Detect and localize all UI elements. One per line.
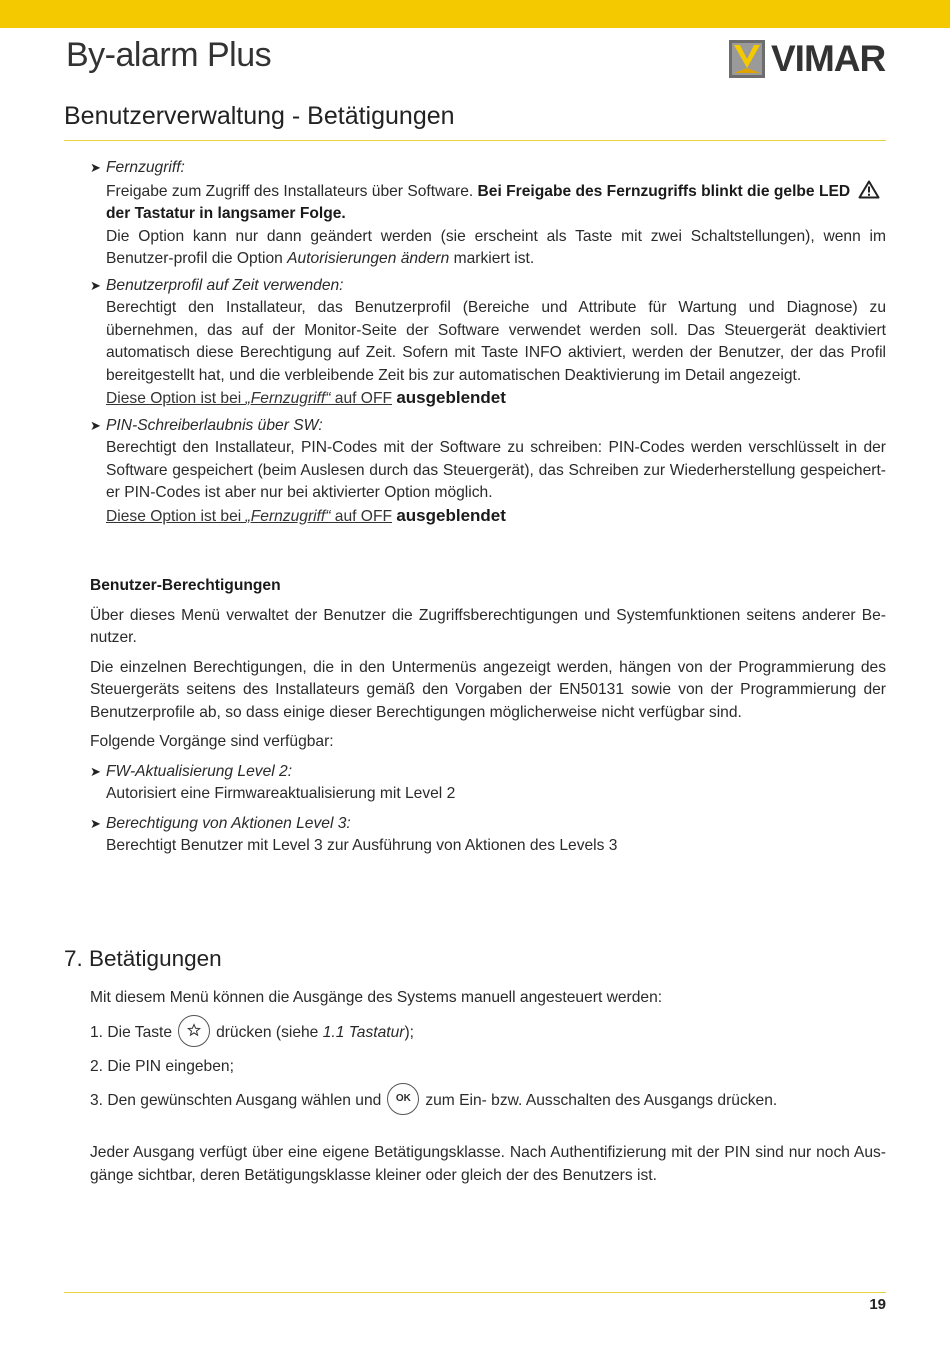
item-heading: Benutzerprofil auf Zeit verwenden:: [106, 276, 344, 294]
section-heading: 7. Betätigungen: [64, 946, 222, 971]
star-key-icon: [178, 1015, 210, 1047]
item-note: Diese Option ist bei „Fernzugriff“ auf OFF ausgeblendet: [106, 505, 506, 525]
step-1: 1. Die Taste drücken (siehe 1.1 Tastatur);: [90, 1017, 886, 1049]
header-divider: [64, 140, 886, 141]
paragraph: Mit diesem Menü können die Ausgänge des Systems manuell angesteuert werden:: [90, 989, 663, 1006]
chevron-right-icon: ➤: [90, 763, 101, 779]
list-item-pin-schreiberlaubnis: [90, 415, 886, 529]
product-title: By-alarm Plus: [66, 36, 272, 74]
list-item-benutzerprofil: [90, 275, 886, 411]
item-bold-line2: der Tastatur in langsamer Folge.: [106, 205, 346, 222]
item-heading: Fernzugriff:: [106, 159, 185, 176]
step-3: 3. Den gewünschten Ausgang wählen und OK zum Ein- bzw. Ausschalten des Ausgangs drücken.: [90, 1085, 886, 1117]
paragraph: Folgende Vorgänge sind verfügbar:: [90, 733, 334, 750]
step-2: 2. Die PIN eingeben;: [90, 1057, 234, 1075]
item-text: Autorisiert eine Firmwareaktualisierung mit Level 2: [106, 785, 456, 802]
top-accent-bar: [0, 0, 950, 28]
item-bold-text: Bei Freigabe des Fernzugriffs blinkt die gelbe LED: [477, 182, 851, 200]
paragraph: Jeder Ausgang verfügt über eine eigene Betätigungsklasse. Nach Authentifizierung mit der PIN sind nur noch Aus-gänge sichtbar, deren Betätigungsklasse kleiner oder gleich der des Benutzers ist.: [90, 1144, 886, 1184]
berechtigungen-section: [90, 575, 886, 858]
warning-triangle-icon: [858, 180, 880, 199]
item-heading: Berechtigung von Aktionen Level 3:: [106, 814, 351, 832]
paragraph: Die einzelnen Berechtigungen, die in den Untermenüs angezeigt werden, hängen von der Programmierung des Steuergeräts seitens des Installateurs gemäß den Vorgaben der EN50131 sowie von der Programmierung der Benutzerprofile ab, so dass einige dieser Berechtigungen möglicherweise nicht verfügbar sind.: [90, 658, 886, 721]
section-title: Benutzerverwaltung - Betätigungen: [64, 102, 455, 130]
logo-text: VIMAR: [771, 38, 886, 79]
item-paragraph: Berechtigt den Installateur, PIN-Codes mit der Software zu schreiben: PIN-Codes werden verschlüsselt in der Software gespeichert (beim Auslesen durch das Steuergerät), das Schreiben zur Wiederherstellung gespeichert-er PIN-Codes ist aber nur bei aktivierter Option möglich.: [106, 439, 886, 501]
chevron-right-icon: ➤: [90, 815, 101, 831]
ok-key-icon: OK: [387, 1083, 419, 1115]
chevron-right-icon: ➤: [90, 277, 101, 293]
vimar-emblem-icon: [729, 40, 765, 78]
options-list: [90, 157, 886, 528]
vimar-logo: [729, 40, 885, 78]
page-number: 19: [869, 1296, 886, 1313]
chevron-right-icon: ➤: [90, 160, 101, 175]
footer-divider: [64, 1292, 886, 1293]
betaetigungen-section: [90, 987, 886, 1187]
list-item-fernzugriff: [90, 157, 886, 271]
list-item-aktionen-level3: [90, 813, 886, 858]
item-text: Freigabe zum Zugriff des Installateurs über Software.: [106, 182, 478, 200]
item-paragraph: Berechtigt den Installateur, das Benutzerprofil (Bereiche und Attribute für Wartung und Diagnose) zu übernehmen, das auf der Monitor-Seite der Software verwendet werden soll. Das Steuergerät deaktiviert automatisch diese Berechtigung auf Zeit. Sofern mit Taste INFO aktiviert, werden der Benutzer, der das Profil bereitgestellt hat, und die verbleibende Zeit bis zur automatischen Deaktivierung im Detail angezeigt.: [106, 299, 886, 384]
paragraph: Über dieses Menü verwaltet der Benutzer die Zugriffsberechtigungen und Systemfunktionen seitens anderer Be-nutzer.: [90, 606, 886, 646]
subsection-heading: Benutzer-Berechtigungen: [90, 577, 281, 594]
item-paragraph: Die Option kann nur dann geändert werden (sie erscheint als Taste mit zwei Schaltstellungen), wenn im Benutzer-profil die Option Autorisierungen ändern markiert ist.: [106, 227, 886, 267]
chevron-right-icon: ➤: [90, 417, 101, 433]
item-line1: [106, 180, 886, 204]
item-note: Diese Option ist bei „Fernzugriff“ auf OFF ausgeblendet: [106, 388, 506, 407]
item-heading: FW-Aktualisierung Level 2:: [106, 762, 293, 780]
item-heading: PIN-Schreiberlaubnis über SW:: [106, 416, 323, 434]
list-item-fw-aktualisierung: [90, 761, 886, 806]
item-text: Berechtigt Benutzer mit Level 3 zur Ausführung von Aktionen des Levels 3: [106, 837, 618, 854]
